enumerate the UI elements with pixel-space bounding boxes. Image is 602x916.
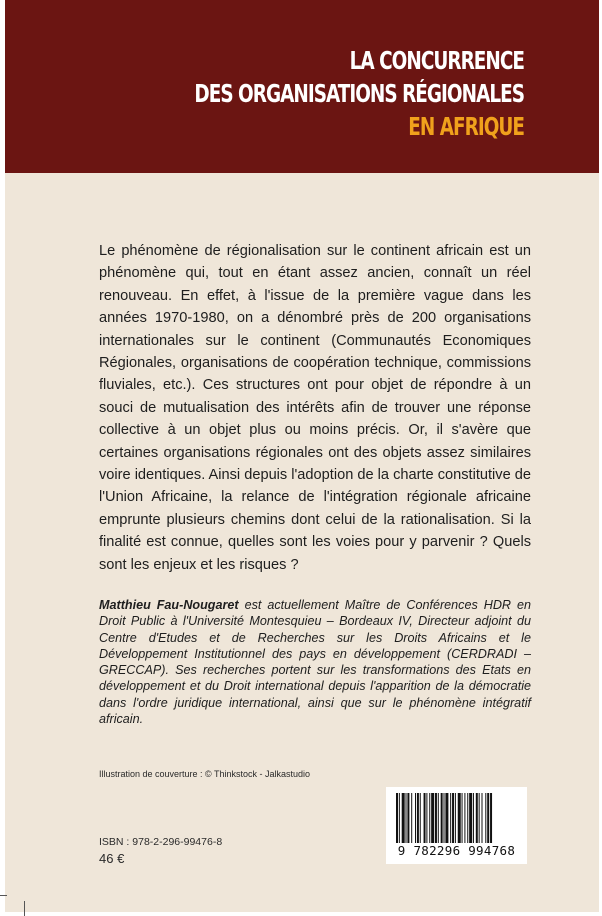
barcode-bar-32 — [490, 793, 492, 843]
barcode-bar-3 — [406, 793, 407, 843]
barcode-bar-29 — [482, 793, 483, 843]
barcode-bar-5 — [411, 793, 412, 843]
barcode-bar-8 — [420, 793, 421, 843]
author-bio — [99, 597, 531, 727]
barcode-bar-0 — [396, 793, 398, 843]
barcode-bar-25 — [469, 793, 472, 843]
header-band — [5, 0, 599, 173]
barcode-bar-31 — [487, 793, 489, 843]
barcode-bar-26 — [473, 793, 474, 843]
barcode-bar-18 — [450, 793, 451, 843]
title-line-1: LA CONCURRENCE — [349, 46, 524, 75]
illustration-credit: Illustration de couverture : © Thinkstock - Jalkastudio — [99, 769, 311, 779]
barcode-bars — [396, 793, 517, 843]
crop-mark-vertical — [24, 901, 25, 916]
barcode-number: 9 782296 994768 — [397, 843, 516, 858]
book-title — [122, 44, 524, 143]
barcode-bar-19 — [452, 793, 454, 843]
barcode-bar-17 — [445, 793, 448, 843]
barcode-bar-15 — [441, 793, 443, 843]
barcode-bar-9 — [424, 793, 426, 843]
barcode-bar-16 — [444, 793, 445, 843]
barcode-bar-24 — [467, 793, 468, 843]
barcode-bar-13 — [435, 793, 437, 843]
barcode-bar-28 — [479, 793, 480, 843]
barcode-bar-14 — [438, 793, 439, 843]
barcode-bar-7 — [417, 793, 419, 843]
title-line-2: DES ORGANISATIONS RÉGIONALES — [194, 79, 524, 108]
barcode-bar-1 — [399, 793, 400, 843]
summary-paragraph: Le phénomène de régionalisation sur le continent africain est un phénomène qui, tout en étant assez ancien, connaît un réel renouveau. En effet, à l'issue de la première vague dans les années 1970-1980, on a dénombré près de 200 organisations internationales sur le continent (Communautés Economiques Régionales, organisations de coopération technique, commissions fluviales, etc.). Ces structures ont pour objet de répondre à un souci de mutualisation des intérêts afin de trouver une réponse collective à un objet plus ou moins précis. Or, il s'avère que certaines organisations régionales ont des objets assez similaires voire identiques. Ainsi depuis l'adoption de la charte constitutive de l'Union Africaine, la relance de l'intégration régionale africaine emprunte plusieurs chemins dont celui de la rationalisation. Si la finalité est connue, quelles sont les voies pour y parvenir ? Quels sont les enjeux et les risques ? — [99, 243, 531, 573]
price: 46 € — [99, 851, 125, 866]
author-bio-text: est actuellement Maître de Conférences HDR en Droit Public à l'Université Montesquieu – Bordeaux IV, Directeur adjoint du Centre d'Etudes et de Recherches sur les Droits Africains et le Développement Institutionnel des pays en développement (CERDRADI – GRECCAP). Ses recherches portent sur les transformations des Etats en développement et du Droit international depuis l'apparition de la démocratie dans l'ordre juridique international, ainsi que sur le phénomène intégratif africain. — [99, 598, 531, 727]
barcode-bar-6 — [415, 793, 416, 843]
crop-mark-horizontal — [0, 895, 7, 896]
barcode-bar-20 — [455, 793, 456, 843]
book-back-cover — [5, 0, 599, 912]
barcode-bar-22 — [462, 793, 463, 843]
barcode-bar-23 — [464, 793, 465, 843]
barcode-bar-21 — [458, 793, 461, 843]
isbn: ISBN : 978-2-296-99476-8 — [99, 836, 223, 848]
author-name: Matthieu Fau-Nougaret — [99, 598, 239, 612]
barcode-bar-10 — [426, 793, 427, 843]
barcode-bar-11 — [429, 793, 430, 843]
barcode-bar-4 — [407, 793, 409, 843]
barcode-bar-2 — [402, 793, 405, 843]
barcode — [386, 787, 527, 864]
title-line-3: EN AFRIQUE — [408, 112, 524, 141]
barcode-bar-27 — [476, 793, 478, 843]
barcode-bar-30 — [485, 793, 486, 843]
barcode-bar-12 — [431, 793, 434, 843]
